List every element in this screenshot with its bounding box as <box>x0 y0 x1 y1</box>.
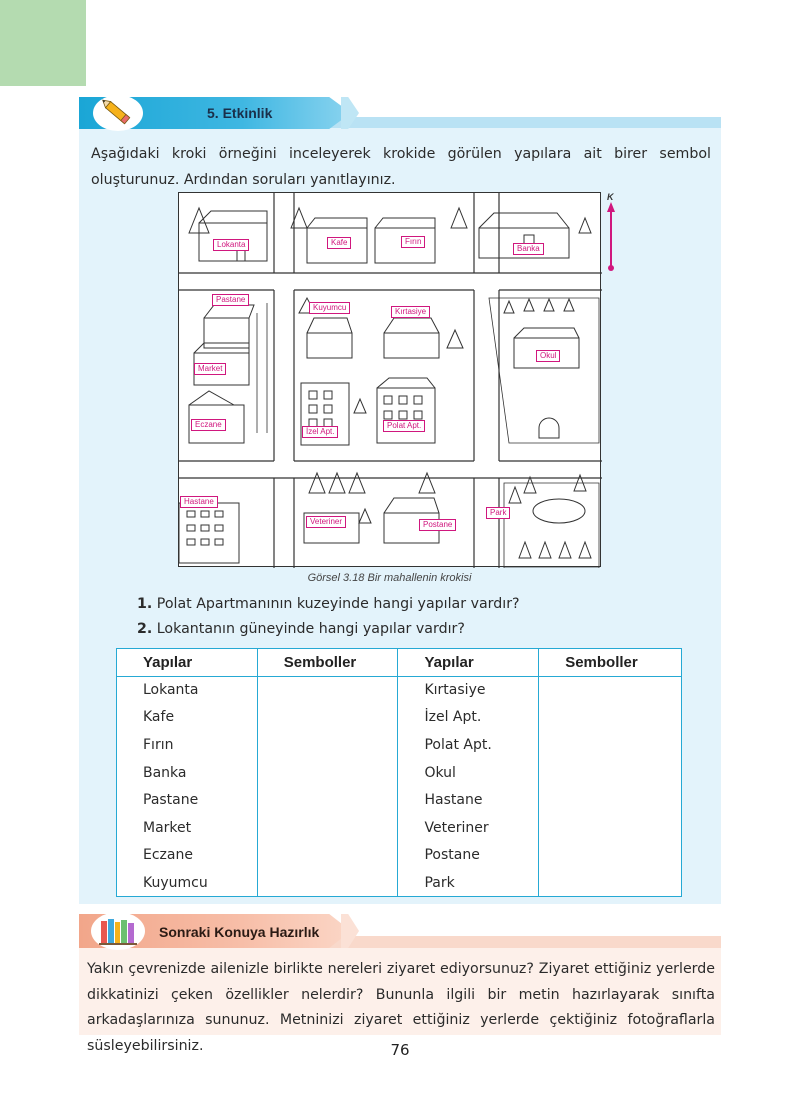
table-cell-structure: Lokanta <box>117 676 258 704</box>
map-label-hastane: Hastane <box>180 496 218 508</box>
figure-caption: Görsel 3.18 Bir mahallenin krokisi <box>307 572 472 584</box>
pencil-icon <box>93 95 143 131</box>
north-arrow-icon <box>603 192 619 274</box>
next-topic-title: Sonraki Konuya Hazırlık <box>159 924 320 940</box>
table-cell-symbol[interactable] <box>257 704 398 732</box>
map-label-pastane: Pastane <box>212 294 249 306</box>
next-topic-text: Yakın çevrenizde ailenizle birlikte nereleri ziyaret ediyorsunuz? Ziyaret ettiğiniz yerlerde dikkatinizi çeken özellikler nelerdir? Bununla ilgili bir metin hazırlayarak sınıfta arkadaşlarınıza sununuz. Metninizi ziyaret ettiğiniz yerlerde çektiğiniz fotoğraflarla süsleyebilirsiniz. <box>87 961 715 1054</box>
corner-color-block <box>0 0 86 86</box>
table-cell-symbol[interactable] <box>257 869 398 897</box>
map-label-lokanta: Lokanta <box>213 239 249 251</box>
map-label-kafe: Kafe <box>327 237 351 249</box>
map-label-banka: Banka <box>513 243 544 255</box>
table-cell-structure: Fırın <box>117 731 258 759</box>
question-2-text: Lokantanın güneyinde hangi yapılar vardır? <box>152 621 465 637</box>
question-2-number: 2. <box>137 621 153 637</box>
table-header-structures-1: Yapılar <box>117 649 258 677</box>
table-header-symbols-1: Semboller <box>257 649 398 677</box>
table-cell-symbol[interactable] <box>257 842 398 870</box>
table-row <box>117 869 682 897</box>
table-row <box>117 842 682 870</box>
table-cell-symbol[interactable] <box>257 786 398 814</box>
map-label-kuyumcu: Kuyumcu <box>309 302 350 314</box>
table-cell-structure: İzel Apt. <box>398 704 539 732</box>
table-header-structures-2: Yapılar <box>398 649 539 677</box>
table-cell-symbol[interactable] <box>539 786 682 814</box>
question-1-number: 1. <box>137 596 153 612</box>
table-cell-symbol[interactable] <box>257 731 398 759</box>
map-label-eczane: Eczane <box>191 419 226 431</box>
table-cell-symbol[interactable] <box>257 676 398 704</box>
activity-title: 5. Etkinlik <box>207 105 273 121</box>
map-label-izel: İzel Apt. <box>302 426 338 438</box>
table-row <box>117 759 682 787</box>
table-cell-symbol[interactable] <box>539 759 682 787</box>
north-label: K <box>607 192 614 202</box>
table-cell-structure: Park <box>398 869 539 897</box>
question-2 <box>137 621 465 637</box>
table-row <box>117 704 682 732</box>
table-cell-symbol[interactable] <box>539 814 682 842</box>
symbol-table <box>116 648 682 897</box>
table-row <box>117 814 682 842</box>
map-label-park: Park <box>486 507 510 519</box>
table-cell-structure: Pastane <box>117 786 258 814</box>
table-cell-symbol[interactable] <box>539 704 682 732</box>
table-header-symbols-2: Semboller <box>539 649 682 677</box>
neighborhood-map <box>178 192 601 567</box>
table-cell-structure: Postane <box>398 842 539 870</box>
map-label-veteriner: Veteriner <box>306 516 346 528</box>
table-cell-symbol[interactable] <box>539 842 682 870</box>
next-topic-header <box>79 914 721 950</box>
table-row <box>117 731 682 759</box>
table-cell-structure: Okul <box>398 759 539 787</box>
activity-header <box>79 97 721 131</box>
map-label-market: Market <box>194 363 226 375</box>
table-cell-symbol[interactable] <box>539 676 682 704</box>
question-1 <box>137 596 520 612</box>
table-cell-symbol[interactable] <box>539 731 682 759</box>
table-cell-structure: Eczane <box>117 842 258 870</box>
page-number: 76 <box>390 1041 410 1059</box>
question-1-text: Polat Apartmanının kuzeyinde hangi yapılar vardır? <box>152 596 520 612</box>
table-row <box>117 786 682 814</box>
map-label-polat: Polat Apt. <box>383 420 425 432</box>
table-cell-symbol[interactable] <box>257 814 398 842</box>
activity-intro: Aşağıdaki kroki örneğini inceleyerek krokide görülen yapılara ait birer sembol oluşturunuz. Ardından soruları yanıtlayınız. <box>91 146 711 188</box>
table-row <box>117 676 682 704</box>
table-cell-structure: Market <box>117 814 258 842</box>
map-label-postane: Postane <box>419 519 456 531</box>
map-label-firin: Fırın <box>401 236 425 248</box>
books-icon <box>91 912 145 950</box>
map-label-kirtasiye: Kırtasiye <box>391 306 430 318</box>
table-cell-structure: Polat Apt. <box>398 731 539 759</box>
table-cell-structure: Veteriner <box>398 814 539 842</box>
table-cell-structure: Banka <box>117 759 258 787</box>
map-label-okul: Okul <box>536 350 560 362</box>
table-cell-symbol[interactable] <box>539 869 682 897</box>
table-cell-symbol[interactable] <box>257 759 398 787</box>
table-cell-structure: Kuyumcu <box>117 869 258 897</box>
table-header-row <box>117 649 682 677</box>
table-cell-structure: Kırtasiye <box>398 676 539 704</box>
table-cell-structure: Hastane <box>398 786 539 814</box>
table-cell-structure: Kafe <box>117 704 258 732</box>
